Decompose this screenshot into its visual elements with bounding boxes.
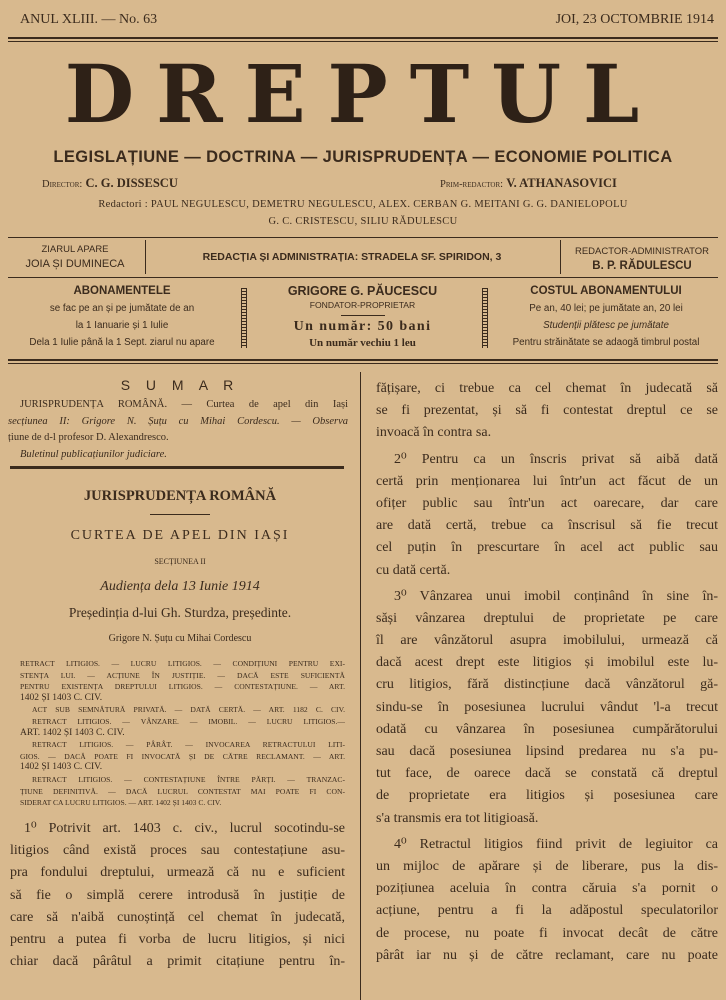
divider [10, 466, 344, 469]
summary-line: țiune de d-l profesor D. Alexandresco. [8, 432, 169, 443]
publication-days: ZIARUL APARE JOIA ȘI DUMINECA [25, 244, 125, 270]
ornament-rule [241, 288, 247, 348]
divider [8, 359, 718, 361]
subscriptions-info: ABONAMENTELE se fac pe an și pe jumătate de an la 1 Ianuarie și 1 Iulie Dela 1 Iulie până la 1 Sept. ziarul nu apare [29, 285, 215, 348]
editors-line: G. C. CRISTESCU, SILIU RĂDULESCU [268, 216, 458, 227]
editors-line: Redactori : PAUL NEGULESCU, DEMETRU NEGULESCU, ALEX. CERBAN G. MEITANI G. G. DANIELOPOLU [98, 199, 628, 210]
divider [8, 37, 718, 39]
issue-number: ANUL XLIII. — No. 63 [20, 12, 158, 27]
paragraph: 4⁰ Retractul litigios fiind privit de legiuitor ca un mijloc de apărare și de liberare, pus la dis- pozițiunea aceluia în contra căruia s'a pornit o acțiune, pentru a fi la adăpostul speculatorilor de procese, nu poate fi invocat decât de către pârât iar nu și de către reclamant, care nu poate [376, 836, 718, 963]
paragraph: 2⁰ Pentru ca un înscris privat să aibă dată certă prin menționarea lui într'un act făcut de un ofițer public sau într'un act oarecare, dar care are dată certă, trebue ca înscrisul să fie trecut cel puțin în prescurtare în acel act public sau cu dată certă. [376, 451, 718, 578]
ornament-rule [482, 288, 488, 348]
article-body-right [376, 378, 718, 967]
administrator: REDACTOR-ADMINISTRATOR B. P. RĂDULESCU [574, 246, 710, 272]
article-body-left: 1⁰ Potrivit art. 1403 c. civ., lucrul socotindu-se litigios când există proces sau contestațiune asu- pra fondului dreptului, urmează că nu e suficient să fie o simplă cerere introdusă în justiție de care să n'aibă cunoștință cel chemat în judecată, pentru a putea fi vorba de lucru litigios, și nici chiar dacă pârâtul a primit citațiune pentru în- [10, 821, 345, 970]
newspaper-subtitle: LEGISLAȚIUNE — DOCTRINA — JURISPRUDENȚA — ECONOMIE POLITICA [53, 148, 673, 166]
divider [560, 240, 561, 274]
paragraph: fățișare, ci trebue ca cel chemat în judecată să se fi prezentat, și să fi contestat dreptul ce se invoacă în contra sa. [376, 381, 718, 441]
newspaper-title: DREPTUL [64, 47, 662, 141]
address: REDACȚIA ȘI ADMINISTRAȚIA: STRADELA SF. SPIRIDON, 3 [202, 251, 502, 263]
court-name: CURTEA DE APEL DIN IAȘI [70, 528, 290, 543]
summary-title: S U M A R [120, 377, 240, 393]
hearing-date: Audiența dela 13 Iunie 1914 [100, 579, 260, 594]
court-chamber: SECȚIUNEA II [154, 557, 206, 566]
paragraph: 3⁰ Vânzarea unui imobil conținând în sine în- săși vânzarea dreptului de proprietate pe care îl are vânzătorul asupra imobilului, urmează că dacă acest drept este litigios și imobilul este lu- cru litigios, fără distincțiune dacă vânzătorul gă- sindu-se în posesiunea lucrului vândut 'l-a trecut odată cu vânzarea în posesiunea cumpărătorului sau dacă posesiunea lipsind predarea nu s'a pu- tut face, de oarece dacă se constată că dreptul de proprietate era litigios și posesiunea care s'a transmis era tot litigioasă. [376, 588, 718, 826]
prim-redactor: Prim-redactor: V. ATHANASOVICI [440, 176, 617, 190]
director: Director: C. G. DISSESCU [42, 176, 178, 190]
issue-date: JOI, 23 OCTOMBRIE 1914 [555, 12, 714, 27]
founder-block: GRIGORE G. PĂUCESCU FONDATOR-PROPRIETAR Un număr: 50 bani Un număr vechiu 1 leu [287, 284, 438, 349]
summary-line: JURISPRUDENȚA ROMÂNĂ. — Curtea de apel din Iași [20, 399, 348, 410]
summary-line: secțiunea II: Grigore N. Șuțu cu Mihai Cordescu. — Observa [8, 415, 348, 427]
divider [8, 237, 718, 238]
divider [8, 41, 718, 42]
presidency: Președinția d-lui Gh. Sturdza, președinte. [68, 605, 292, 620]
headnotes: RETRACT LITIGIOS. — LUCRU LITIGIOS. — CONDIȚIUNI PENTRU EXI- STENȚA LUI. — ACȚIUNE ÎN JUSTIȚIE. — DACĂ ESTE SUFICIENTĂ PENTRU EXISTENȚA DREPTULUI LITIGIOS. — CONTESTAȚIUNE. — ART. 1402 ȘI 1403 C. CIV. ACT SUB SEMNĂTURĂ PRIVATĂ. — DATĂ CERTĂ. — ART. 1182 C. CIV. RETRACT LITIGIOS. — VÂNZARE. — IMOBIL. — LUCRU LITIGIOS.— ART. 1402 ȘI 1403 C. CIV. RETRACT LITIGIOS. — PÂRÂT. — INVOCAREA RETRACTULUI LITI- GIOS. — DACĂ POATE FI INVOCATĂ ȘI DE CĂTRE RECLAMANT. — ART. 1402 ȘI 1403 C. CIV. RETRACT LITIGIOS. — CONTESTAȚIUNE ÎNTRE PĂRȚI. — TRANZAC- ȚIUNE DEFINITIVĂ. — DACĂ LUCRUL CONTESTAT MAI POATE FI CON- SIDERAT CA LUCRU LITIGIOS. — ART. 1402 ȘI 1403 C. CIV. [20, 659, 345, 808]
section-heading: JURISPRUDENȚA ROMÂNĂ [83, 488, 277, 504]
summary [8, 397, 348, 463]
divider [8, 363, 718, 364]
column-divider [360, 372, 361, 1000]
summary-line: Buletinul publicațiunilor judiciare. [20, 448, 167, 460]
divider [150, 514, 210, 515]
subscription-costs: COSTUL ABONAMENTULUI Pe an, 40 lei; pe jumătate an, 20 lei Studenții plătesc pe jumătate Pentru străinătate se adaogă timbrul postal [512, 285, 700, 348]
case-parties: Grigore N. Șuțu cu Mihai Cordescu [108, 633, 252, 644]
divider [8, 277, 718, 278]
divider [341, 315, 385, 316]
